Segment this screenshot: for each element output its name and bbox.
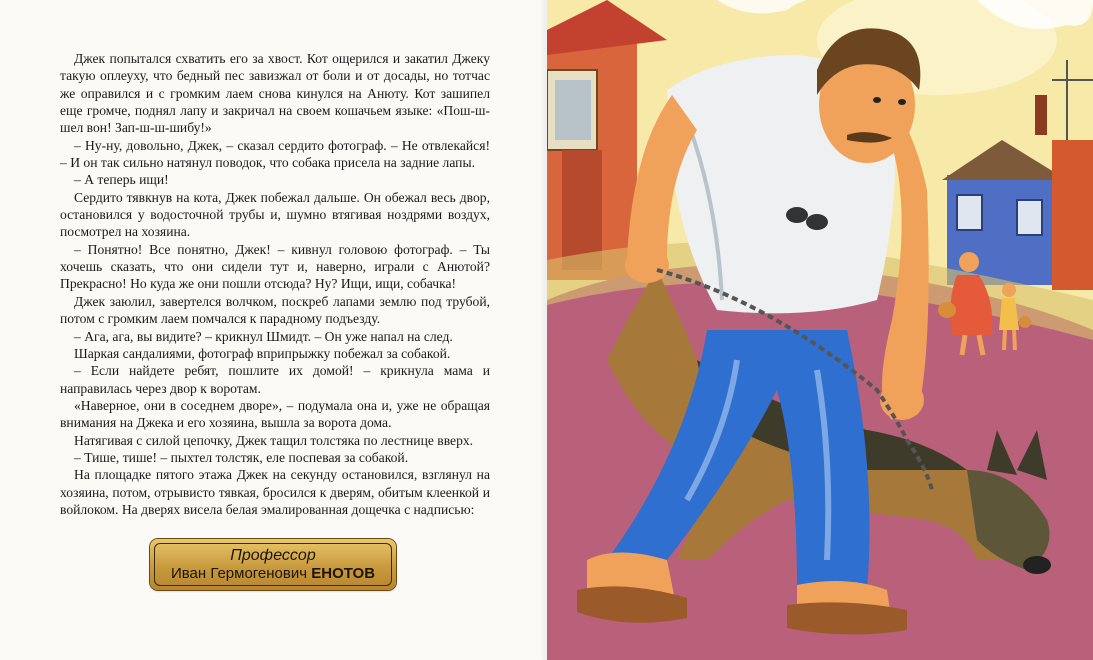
story-text xyxy=(60,50,490,518)
text-page xyxy=(0,0,546,660)
paragraph: Натягивая с силой цепочку, Джек тащил толстяка по лестнице вверх. xyxy=(74,432,474,448)
paragraph: – Ну-ну, довольно, Джек, – сказал сердито фотограф. – Не отвлекайся! – И он так сильно натянул поводок, что собака присела на задние лапы. xyxy=(60,137,490,171)
nameplate-given-name: Иван Гермогенович xyxy=(170,564,308,582)
illustration-page xyxy=(547,0,1093,660)
nameplate-title: Профессор xyxy=(230,546,316,564)
paragraph: – А теперь ищи! xyxy=(74,172,169,188)
paragraph: Джек заюлил, завертелся волчком, поскреб лапами землю под трубой, потом с громким лаем помчался к парадному подъезду. xyxy=(60,293,490,327)
illustration-man-walking-dog xyxy=(547,0,1093,660)
paragraph: – Тише, тише! – пыхтел толстяк, еле поспевая за собакой. xyxy=(74,449,409,465)
nameplate-name xyxy=(171,565,375,583)
nameplate-frame xyxy=(154,543,392,586)
paragraph: Сердито тявкнув на кота, Джек побежал дальше. Он обежал весь двор, остановился у водосточной трубы и, шумно втягивая ноздрями воздух, посмотрел на хозяина. xyxy=(60,189,490,240)
paragraph: – Ага, ага, вы видите? – крикнул Шмидт. – Он уже напал на след. xyxy=(74,328,453,344)
paragraph: «Наверное, они в соседнем дворе», – подумала она и, уже не обращая внимания на Джека и его хозяина, вышла за ворота дома. xyxy=(60,397,490,431)
paragraph: – Если найдете ребят, пошлите их домой! – крикнула мама и направилась через двор к воротам. xyxy=(60,363,490,396)
nameplate-surname: ЕНОТОВ xyxy=(311,564,376,582)
paragraph: На площадке пятого этажа Джек на секунду остановился, взглянул на хозяина, потом, отрывисто тявкая, бросился к дверям, обитым клеенкой и войлоком. На дверях висела белая эмалированная дощечка с надписью: xyxy=(60,467,490,517)
paragraph: – Понятно! Все понятно, Джек! – кивнул головою фотограф. – Ты хочешь сказать, что они сидели тут и, наверно, играли с Анютой? Прекрасно! Но куда же они пошли отсюда? Ну? Ищи, ищи, собачка! xyxy=(60,241,490,292)
paragraph: Шаркая сандалиями, фотограф вприпрыжку побежал за собакой. xyxy=(74,345,451,361)
paragraph: Джек попытался схватить его за хвост. Кот ощерился и закатил Джеку такую оплеуху, что бедный пес завизжал от боли и от досады, но тотчас же оправился и с громким лаем снова кинулся на Анюту. Кот зашипел еще громче, поднял лапу и закричал на своем кошачьем языке: «Пош-ш-шел вон! Зап-ш-ш-шибу!» xyxy=(60,51,490,136)
nameplate xyxy=(150,539,396,590)
